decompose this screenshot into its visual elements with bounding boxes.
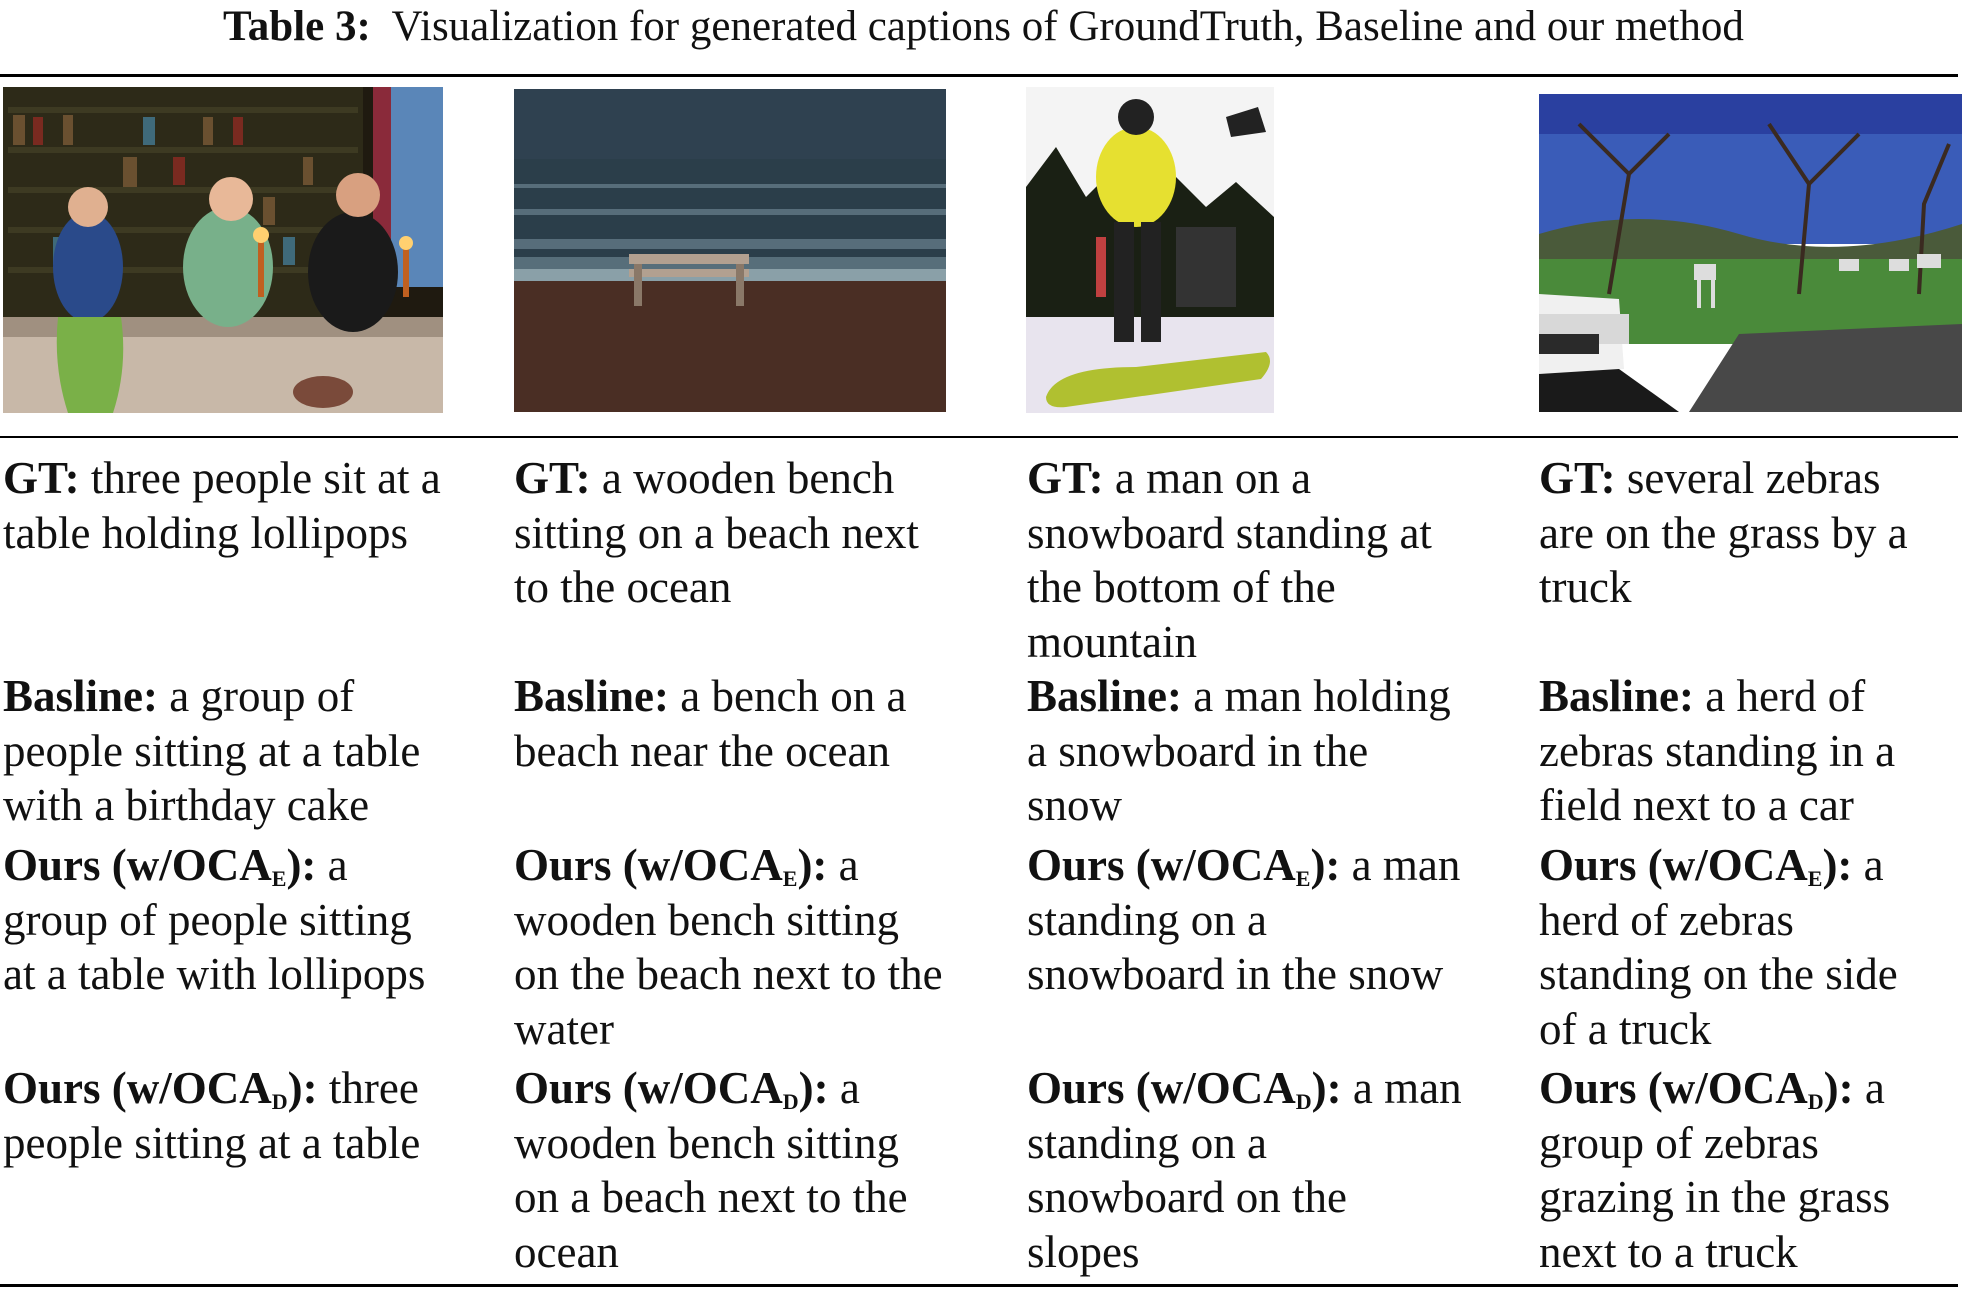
caption-line: snowboard standing at [1027, 507, 1432, 558]
caption-line: wooden bench sitting [514, 894, 899, 945]
caption-line: ocean [514, 1226, 619, 1277]
zebras-truck-photo [1539, 94, 1962, 412]
ours-e-label: Ours $(w/OCA_E)$: [514, 840, 828, 891]
caption-line: slopes [1027, 1226, 1140, 1277]
caption-line: three people sit at a [90, 453, 441, 503]
caption-line: a man [1351, 840, 1461, 890]
caption-line: standing on a [1027, 894, 1267, 945]
gt-label: GT: [514, 453, 591, 503]
caption-line: standing on the side [1539, 949, 1898, 999]
caption-line: with a birthday cake [3, 780, 370, 830]
ours-e-label: Ours $(w/OCA_E)$: [1027, 840, 1341, 891]
caption-line: a group of [169, 671, 355, 721]
caption-line: sitting on a beach next [514, 507, 919, 558]
ours-d-label: Ours $(w/OCA_D)$: [1027, 1063, 1342, 1114]
caption-line: zebras standing in a [1539, 725, 1896, 776]
caption-line: snow [1027, 780, 1123, 830]
caption-line: truck [1539, 562, 1632, 612]
baseline-label: Basline: [1539, 671, 1695, 721]
caption-gt-2 [514, 451, 919, 615]
ours-d-label: Ours $(w/OCA_D)$: [3, 1063, 318, 1114]
caption-line: group of people sitting [3, 894, 412, 945]
caption-line: several zebras [1626, 453, 1881, 503]
snowboarder-photo [1026, 87, 1274, 413]
caption-line: people sitting at a table [3, 1117, 421, 1168]
dinner-table-photo [3, 87, 443, 413]
caption-ours-d-1 [3, 1061, 420, 1170]
ours-e-label: Ours $(w/OCA_E)$: [1539, 840, 1853, 891]
caption-ours-d-2 [514, 1061, 908, 1279]
caption-line: on a beach next to the [514, 1172, 908, 1222]
caption-line: to the ocean [514, 562, 732, 612]
caption-line: wooden bench sitting [514, 1117, 899, 1168]
caption-line: a wooden bench [601, 453, 895, 503]
caption-line: on the beach next to the [514, 949, 943, 999]
gt-label: GT: [1027, 453, 1104, 503]
middle-rule [0, 436, 1958, 438]
baseline-label: Basline: [1027, 671, 1183, 721]
caption-line: table holding lollipops [3, 507, 408, 558]
caption-line: people sitting at a table [3, 725, 421, 776]
table-title: Visualization for generated captions of GroundTruth, Baseline and our method [391, 3, 1744, 50]
caption-line: a [1864, 1063, 1885, 1113]
caption-line: snowboard in the snow [1027, 949, 1444, 999]
caption-line: herd of zebras [1539, 894, 1794, 945]
caption-line: a [838, 840, 859, 890]
caption-line: standing on a [1027, 1117, 1267, 1168]
caption-line: at a table with lollipops [3, 949, 426, 999]
baseline-label: Basline: [514, 671, 670, 721]
beach-bench-photo [514, 89, 946, 412]
bottom-rule [0, 1284, 1958, 1287]
baseline-label: Basline: [3, 671, 159, 721]
caption-ours-e-1 [3, 838, 425, 1002]
caption-ours-e-4 [1539, 838, 1898, 1056]
ours-e-label: Ours $(w/OCA_E)$: [3, 840, 317, 891]
caption-line: three [328, 1063, 419, 1113]
caption-line: a man holding [1193, 671, 1451, 721]
caption-gt-1 [3, 451, 441, 560]
caption-line: grazing in the grass [1539, 1172, 1891, 1222]
caption-line: are on the grass by a [1539, 507, 1908, 558]
ours-d-label: Ours $(w/OCA_D)$: [1539, 1063, 1854, 1114]
caption-ours-d-3 [1027, 1061, 1462, 1279]
caption-line: of a truck [1539, 1003, 1712, 1054]
caption-ours-e-3 [1027, 838, 1460, 1002]
caption-line: next to a truck [1539, 1226, 1798, 1277]
caption-line: the bottom of the [1027, 562, 1336, 612]
table-caption [0, 2, 1967, 52]
caption-line: a man [1352, 1063, 1462, 1113]
caption-baseline-3 [1027, 669, 1451, 833]
caption-line: water [514, 1003, 614, 1054]
gt-label: GT: [3, 453, 80, 503]
caption-baseline-1 [3, 669, 420, 833]
caption-line: group of zebras [1539, 1117, 1819, 1168]
caption-line: a snowboard in the [1027, 725, 1369, 776]
caption-line: a herd of [1705, 671, 1866, 721]
table-label: Table 3: [223, 3, 371, 50]
caption-line: a man on a [1114, 453, 1312, 503]
caption-gt-4 [1539, 451, 1908, 615]
caption-ours-e-2 [514, 838, 943, 1056]
caption-ours-d-4 [1539, 1061, 1890, 1279]
caption-line: beach near the ocean [514, 725, 890, 776]
caption-line: a [327, 840, 348, 890]
top-rule [0, 74, 1958, 77]
caption-baseline-4 [1539, 669, 1895, 833]
caption-gt-3 [1027, 451, 1432, 669]
caption-line: mountain [1027, 616, 1197, 667]
gt-label: GT: [1539, 453, 1616, 503]
caption-line: a [1863, 840, 1884, 890]
caption-line: snowboard on the [1027, 1172, 1347, 1222]
caption-line: a [839, 1063, 860, 1113]
caption-line: a bench on a [680, 671, 907, 721]
caption-baseline-2 [514, 669, 906, 778]
ours-d-label: Ours $(w/OCA_D)$: [514, 1063, 829, 1114]
caption-line: field next to a car [1539, 780, 1854, 830]
